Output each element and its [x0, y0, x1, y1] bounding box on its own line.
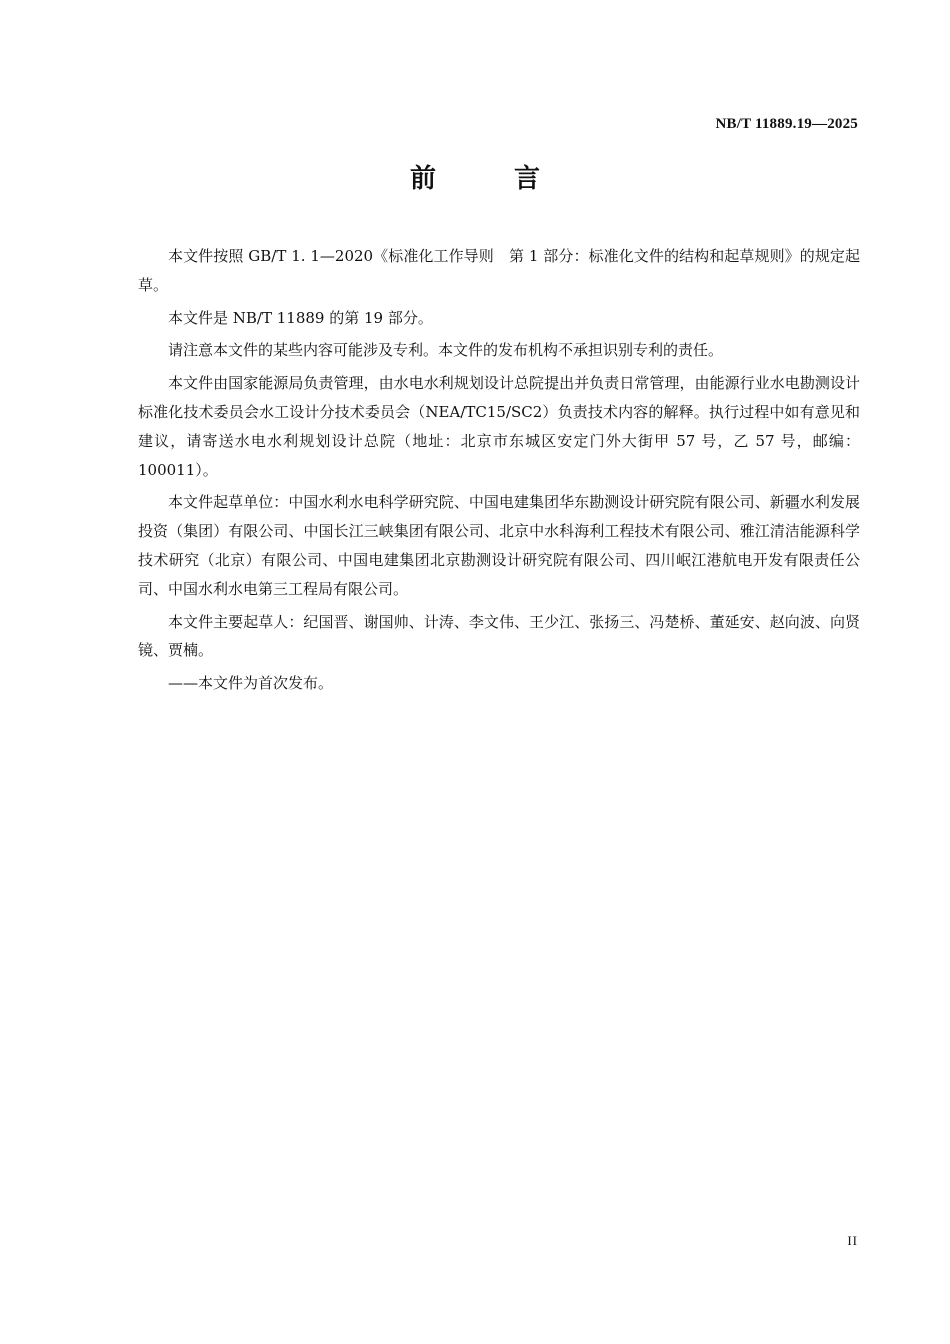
page-title: 前 言 — [409, 164, 566, 194]
paragraph-first-release: ——本文件为首次发布。 — [168, 674, 334, 693]
paragraph-drafting-units: 本文件起草单位：中国水利水电科学研究院、中国电建集团华东勘测设计研究院有限公司、新疆水利发展投资（集团）有限公司、中国长江三峡集团有限公司、北京中水科海利工程技术有限公司、雅江清洁能源科学技术研究（北京）有限公司、中国电建集团北京勘测设计研究院有限公司、四川岷江港航电开发有限责任公司、中国水利水电第三工程局有限公司。 — [138, 493, 860, 598]
paragraph-drafting-rules: 本文件按照 GB/T 1. 1—2020《标准化工作导则 第 1 部分：标准化文件的结构和起草规则》的规定起草。 — [138, 247, 860, 294]
page-number: II — [847, 1233, 858, 1248]
paragraph-management: 本文件由国家能源局负责管理，由水电水利规划设计总院提出并负责日常管理，由能源行业水电勘测设计标准化技术委员会水工设计分技术委员会（NEA/TC15/SC2）负责技术内容的解释。执行过程中如有意见和建议，请寄送水电水利规划设计总院（地址：北京市东城区安定门外大街甲 57 号，乙 57 号，邮编：100011）。 — [138, 374, 860, 479]
paragraph-part-number: 本文件是 NB/T 11889 的第 19 部分。 — [168, 308, 433, 327]
standard-code: NB/T 11889.19—2025 — [715, 116, 858, 132]
paragraph-patent-notice: 请注意本文件的某些内容可能涉及专利。本文件的发布机构不承担识别专利的责任。 — [168, 341, 724, 360]
foreword-body — [138, 242, 860, 702]
paragraph-drafters: 本文件主要起草人：纪国晋、谢国帅、计涛、李文伟、王少江、张扬三、冯楚桥、董延安、赵向波、向贤镜、贾楠。 — [138, 612, 860, 660]
